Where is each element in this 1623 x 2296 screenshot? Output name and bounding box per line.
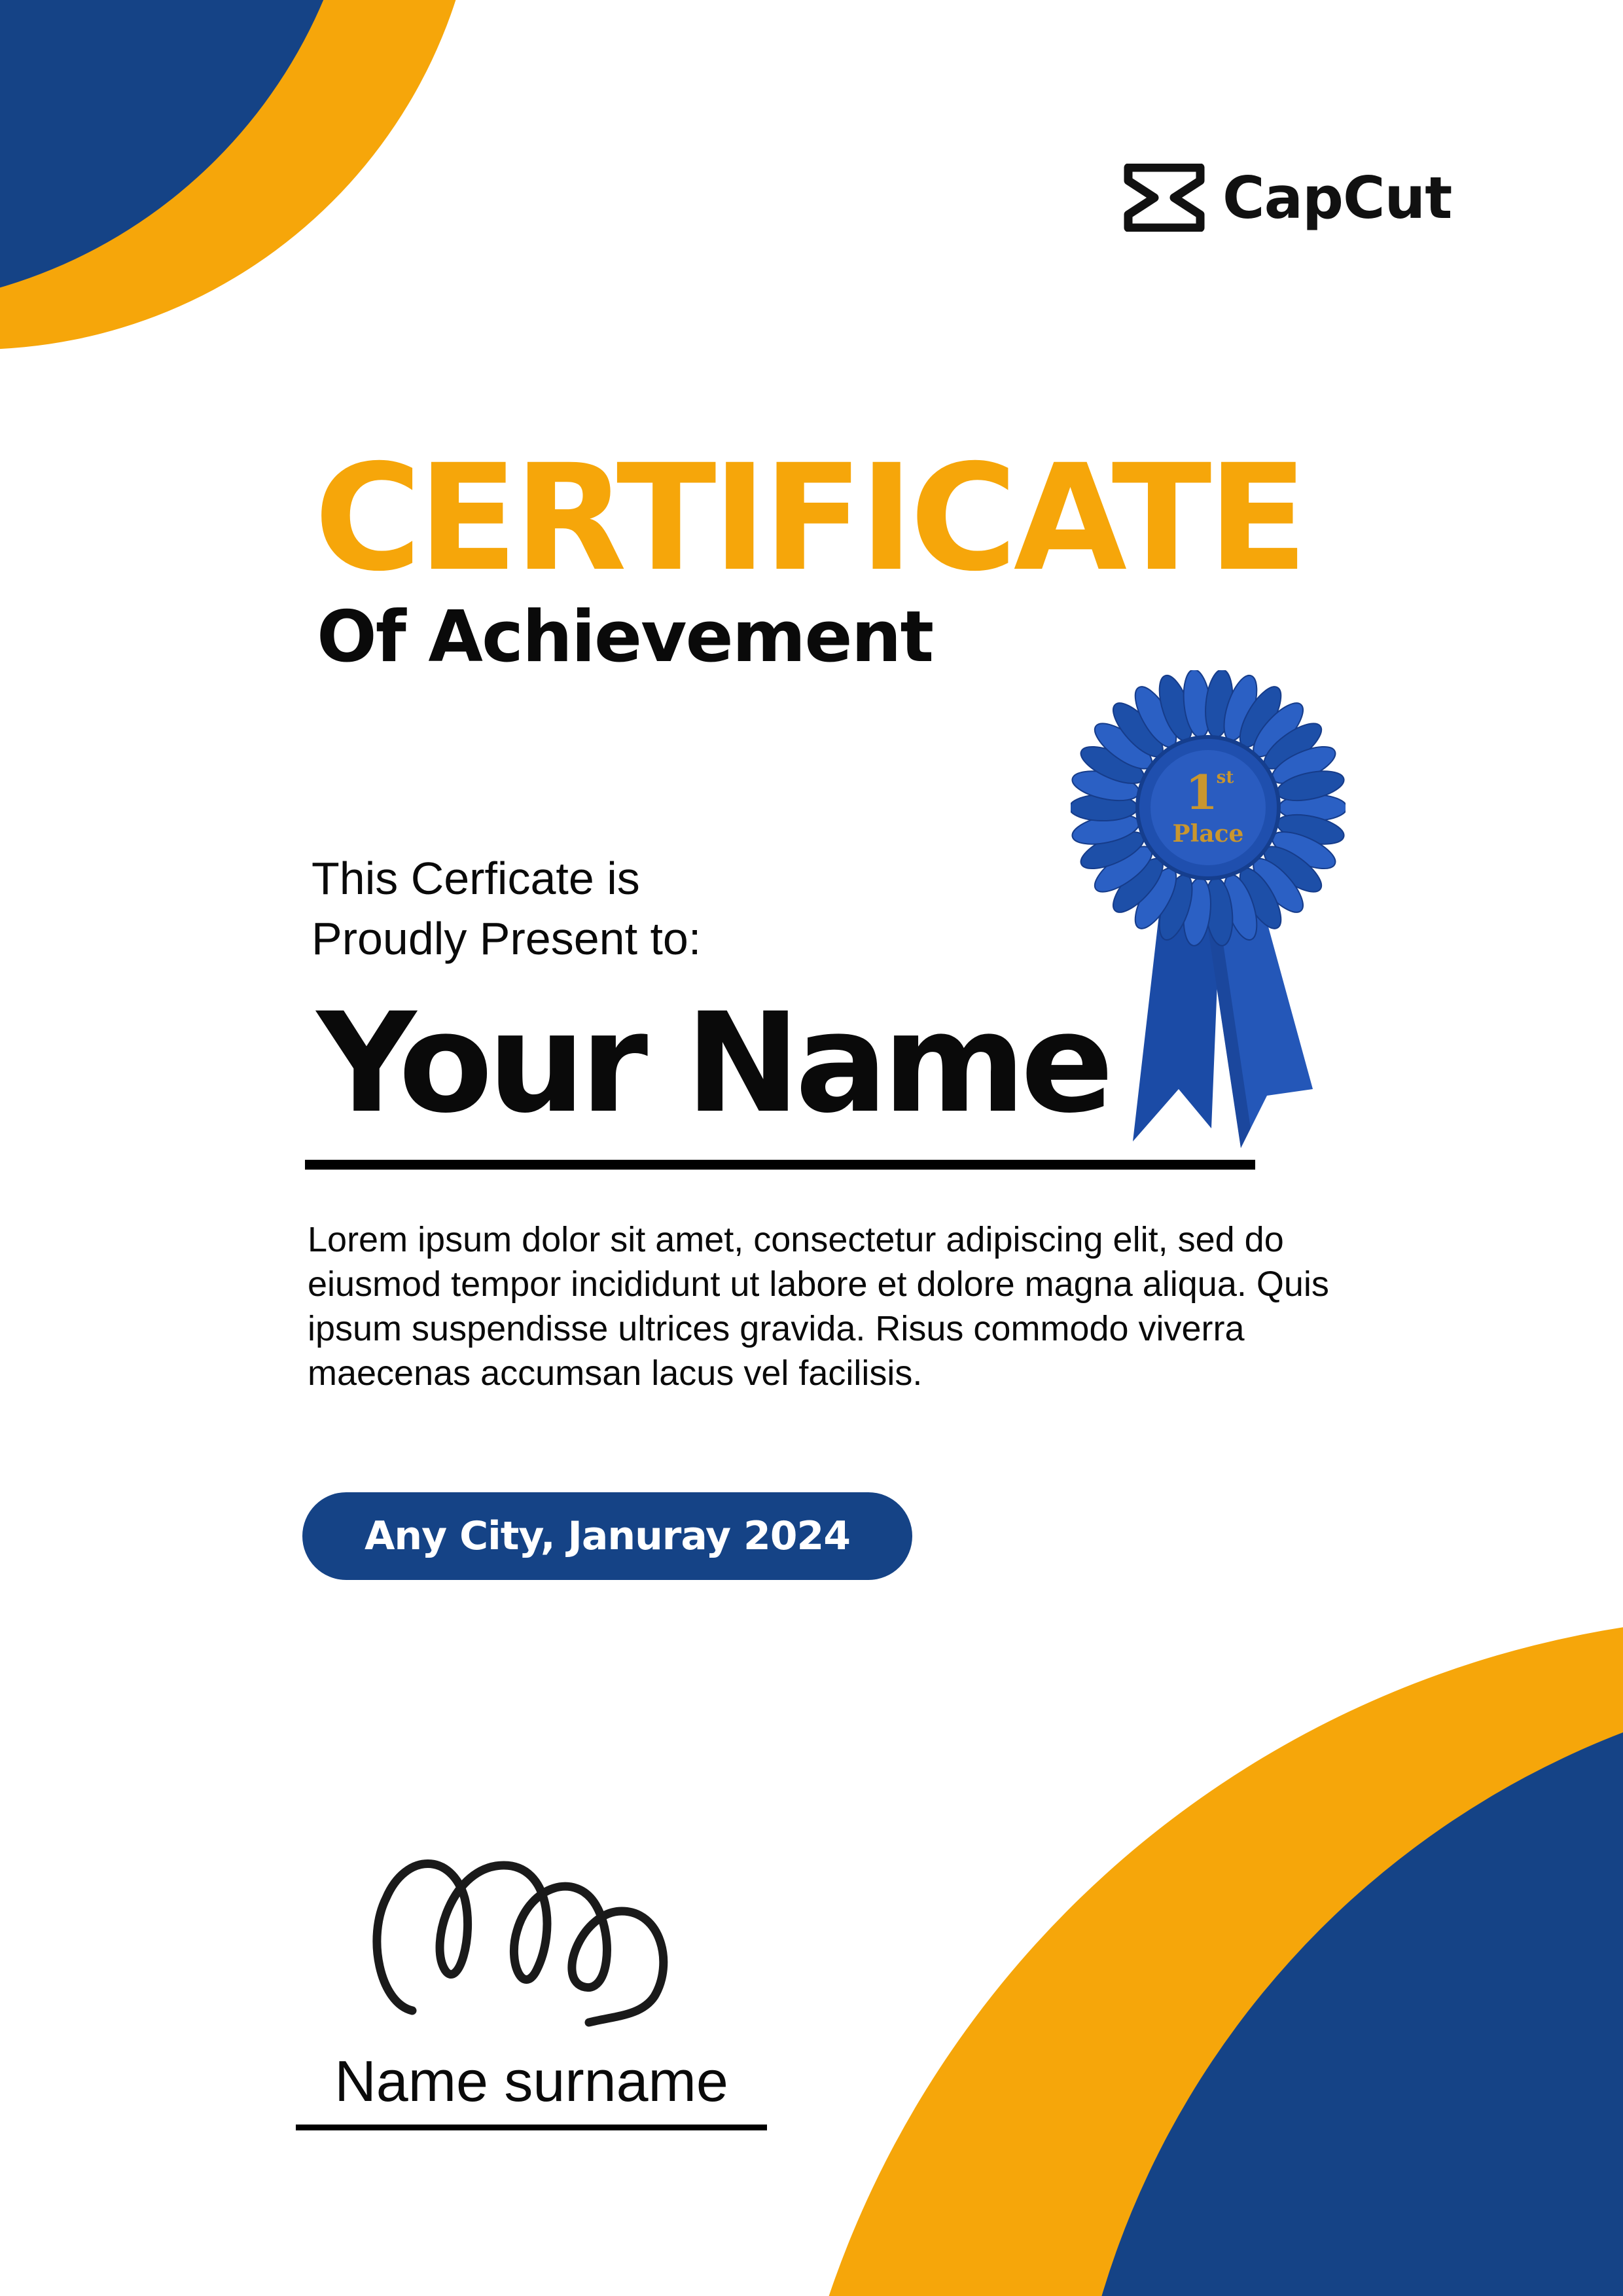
- award-rosette-icon: [1071, 670, 1346, 1155]
- signature-scribble-icon: [366, 1839, 681, 2029]
- location-date-badge: [302, 1492, 912, 1580]
- capcut-logo-icon: [1123, 164, 1205, 232]
- presented-line-1: This Cerficate is: [312, 853, 640, 904]
- signature-underline: [296, 2125, 767, 2130]
- presented-to-text: [312, 848, 701, 969]
- name-underline: [305, 1160, 1255, 1170]
- rosette-label: Place: [1172, 820, 1244, 848]
- signatory-name: Name surname: [334, 2049, 728, 2113]
- rosette-rank-suffix: st: [1216, 768, 1234, 787]
- description-paragraph: Lorem ipsum dolor sit amet, consectetur adipiscing elit, sed do eiusmod tempor incididunt ut labore et dolore magna aliqua. Quis ipsum suspendisse ultrices gravida. Risus commodo viverra maecenas accumsan lacus vel facilisis.: [308, 1220, 1329, 1393]
- certificate-subtitle: Of Achievement: [317, 596, 933, 678]
- location-date-text: Any City, Januray 2024: [364, 1513, 851, 1559]
- certificate-title: CERTIFICATE: [314, 433, 1304, 603]
- presented-line-2: Proudly Present to:: [312, 913, 702, 964]
- brand-name: CapCut: [1222, 164, 1452, 232]
- recipient-name: Your Name: [317, 983, 1109, 1143]
- top-left-corner-shape: [0, 0, 480, 350]
- brand-logo: [1123, 158, 1452, 237]
- rosette-rank: 1: [1185, 764, 1219, 820]
- bottom-right-corner-shape: [776, 1615, 1623, 2296]
